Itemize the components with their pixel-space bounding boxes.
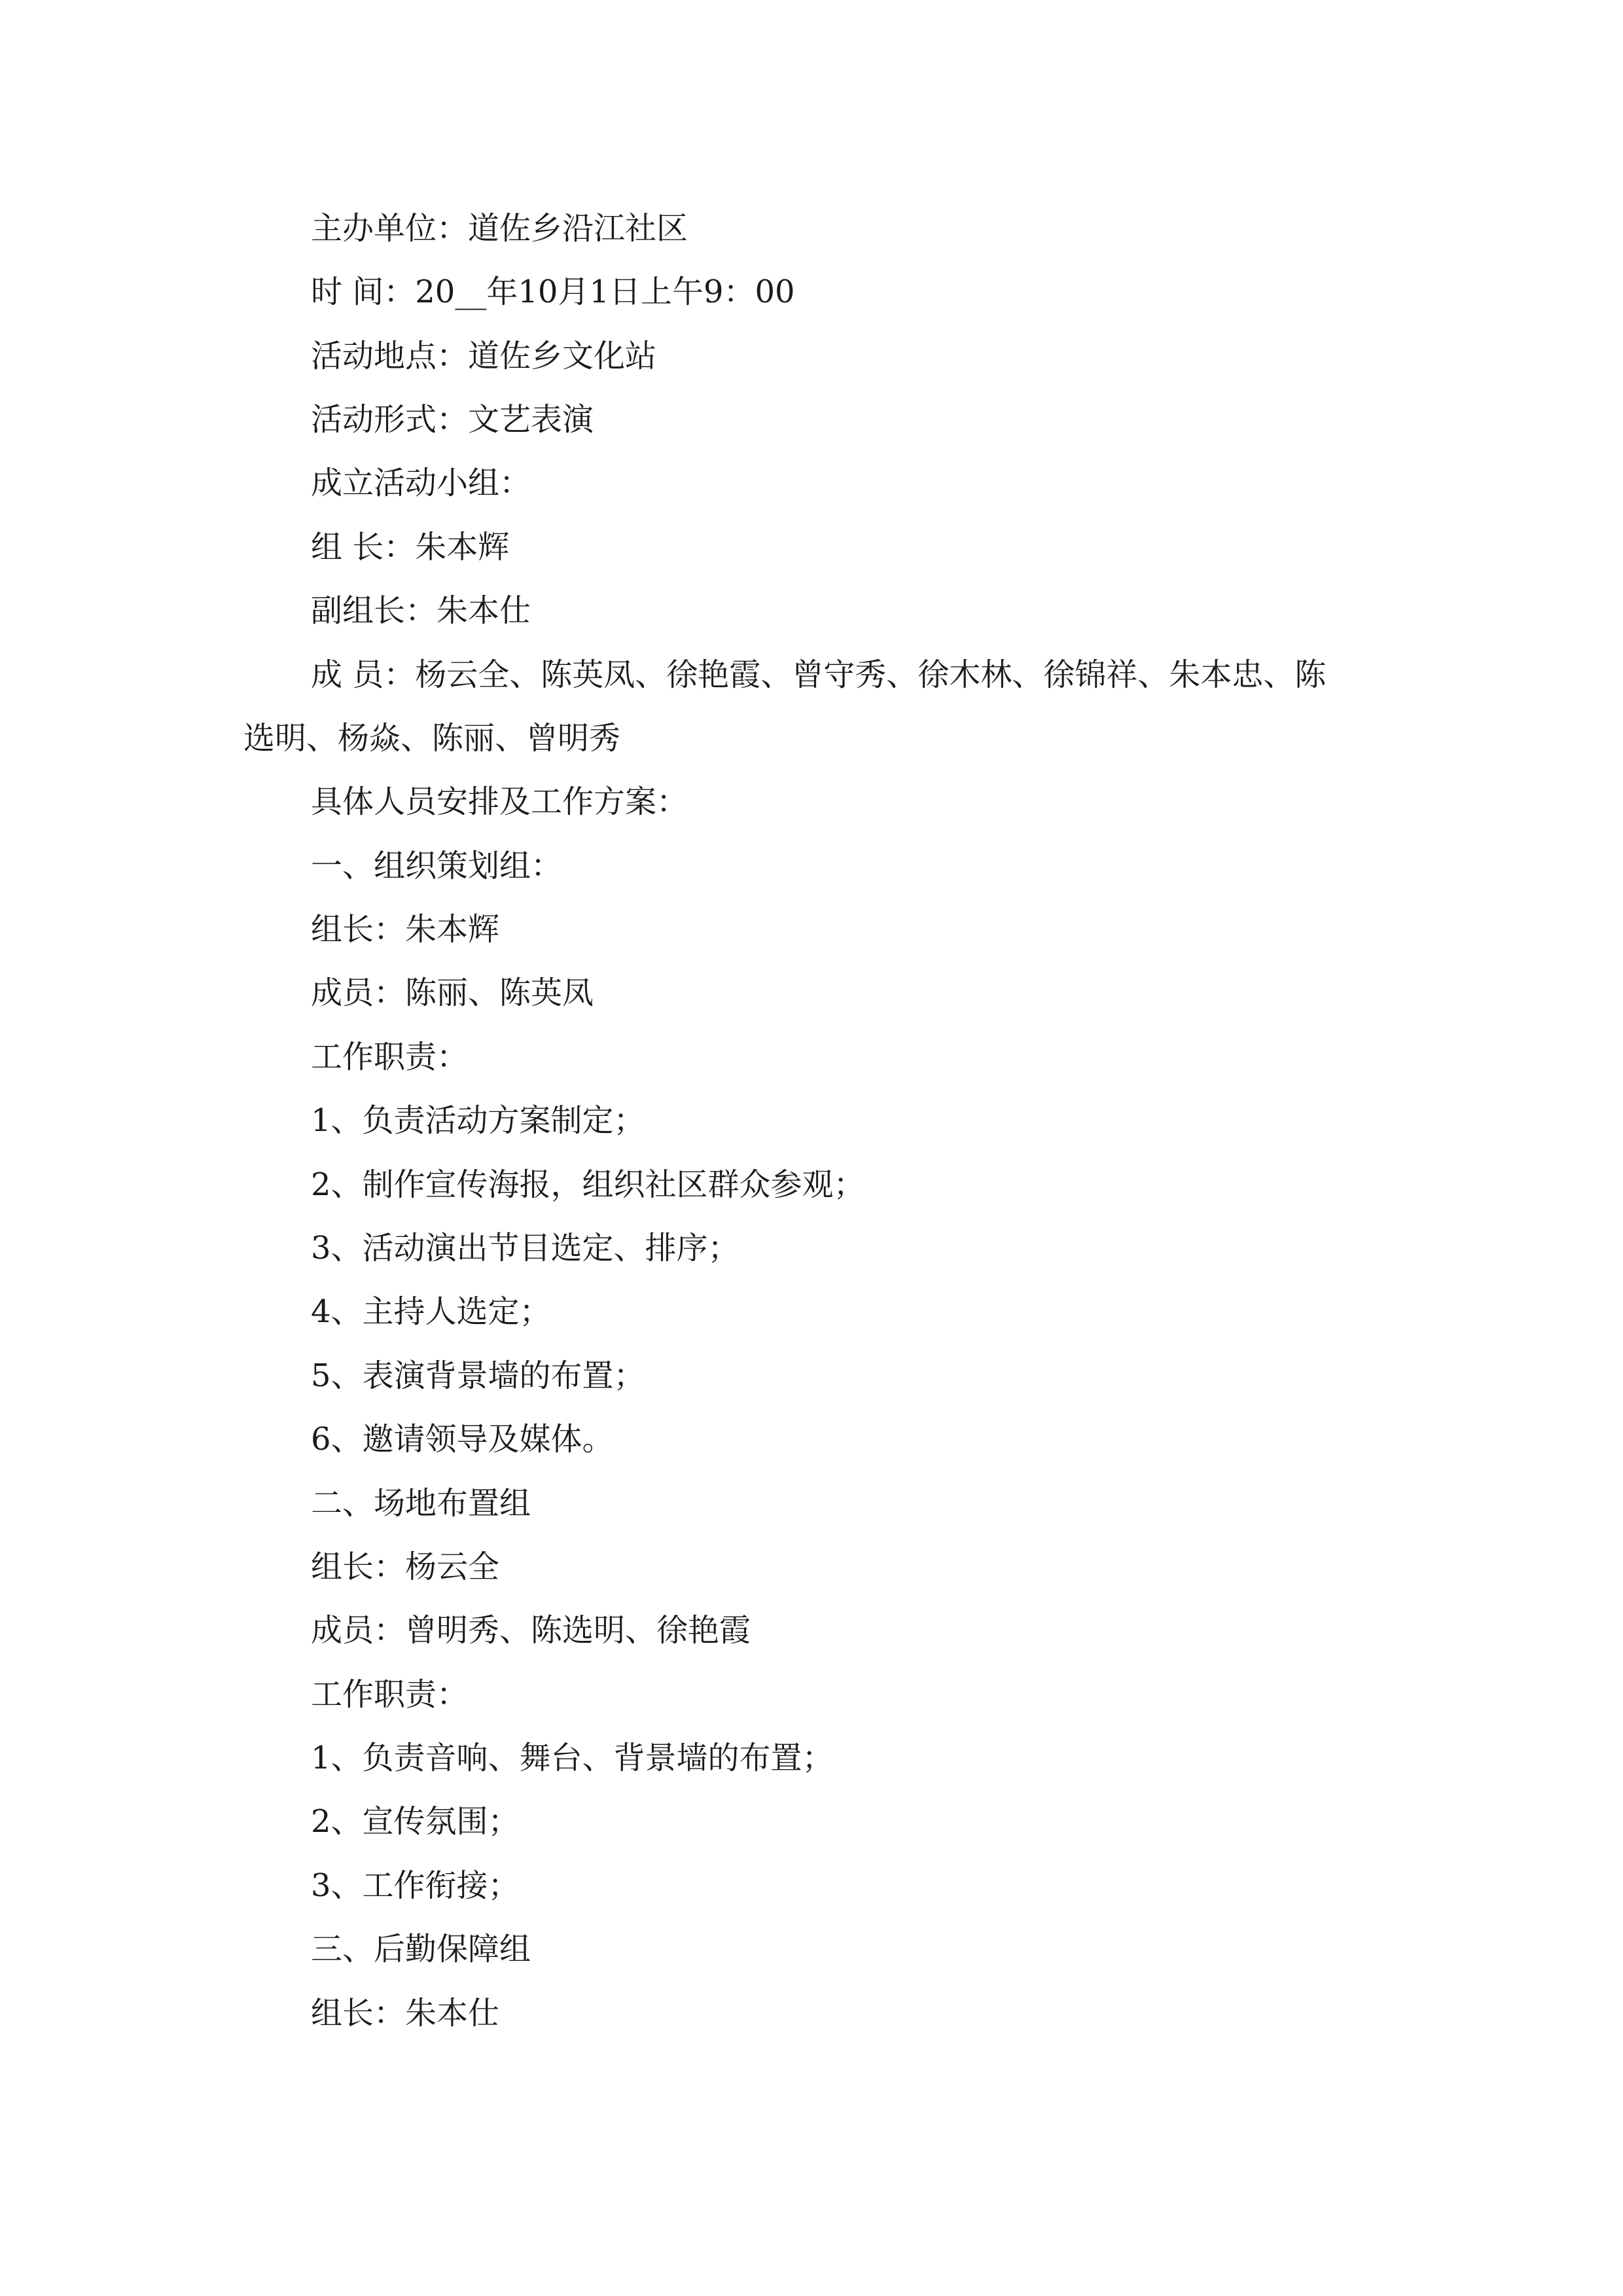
duties-heading: 工作职责：: [311, 1039, 469, 1075]
duty-item: 1、负责音响、舞台、背景墙的布置；: [311, 1740, 834, 1776]
section-heading: 一、组织策划组：: [311, 848, 563, 884]
members-line-continued: 选明、杨焱、陈丽、曾明秀: [243, 720, 621, 757]
section-leader-line: 组长：杨云全: [311, 1549, 500, 1585]
arrangement-heading: 具体人员安排及工作方案：: [311, 783, 688, 820]
duty-item: 6、邀请领导及媒体。: [311, 1421, 614, 1458]
section-heading: 二、场地布置组: [311, 1485, 531, 1522]
duty-item: 2、宣传氛围；: [311, 1803, 520, 1840]
section-leader-line: 组长：朱本辉: [311, 911, 500, 948]
duty-item: 4、主持人选定；: [311, 1293, 551, 1330]
venue-line: 活动地点：道佐乡文化站: [311, 338, 657, 374]
format-line: 活动形式：文艺表演: [311, 401, 594, 438]
members-line: 成 员：杨云全、陈英凤、徐艳霞、曾守秀、徐木林、徐锦祥、朱本忠、陈: [311, 656, 1327, 693]
duty-item: 5、表演背景墙的布置；: [311, 1357, 645, 1394]
section-heading: 三、后勤保障组: [311, 1931, 531, 1967]
duty-item: 1、负责活动方案制定；: [311, 1102, 645, 1139]
section-members-line: 成员：陈丽、陈英凤: [311, 975, 594, 1011]
duty-item: 2、制作宣传海报，组织社区群众参观；: [311, 1166, 865, 1203]
duties-heading: 工作职责：: [311, 1676, 469, 1713]
time-line: 时 间：20__年10月1日上午9：00: [311, 274, 795, 310]
leader-line: 组 长：朱本辉: [311, 529, 510, 565]
section-members-line: 成员：曾明秀、陈选明、徐艳霞: [311, 1612, 751, 1649]
deputy-leader-line: 副组长：朱本仕: [311, 592, 531, 629]
group-heading: 成立活动小组：: [311, 465, 531, 501]
organizer-line: 主办单位：道佐乡沿江社区: [311, 210, 688, 247]
section-leader-line: 组长：朱本仕: [311, 1995, 500, 2032]
duty-item: 3、工作衔接；: [311, 1867, 520, 1904]
duty-item: 3、活动演出节目选定、排序；: [311, 1230, 740, 1266]
